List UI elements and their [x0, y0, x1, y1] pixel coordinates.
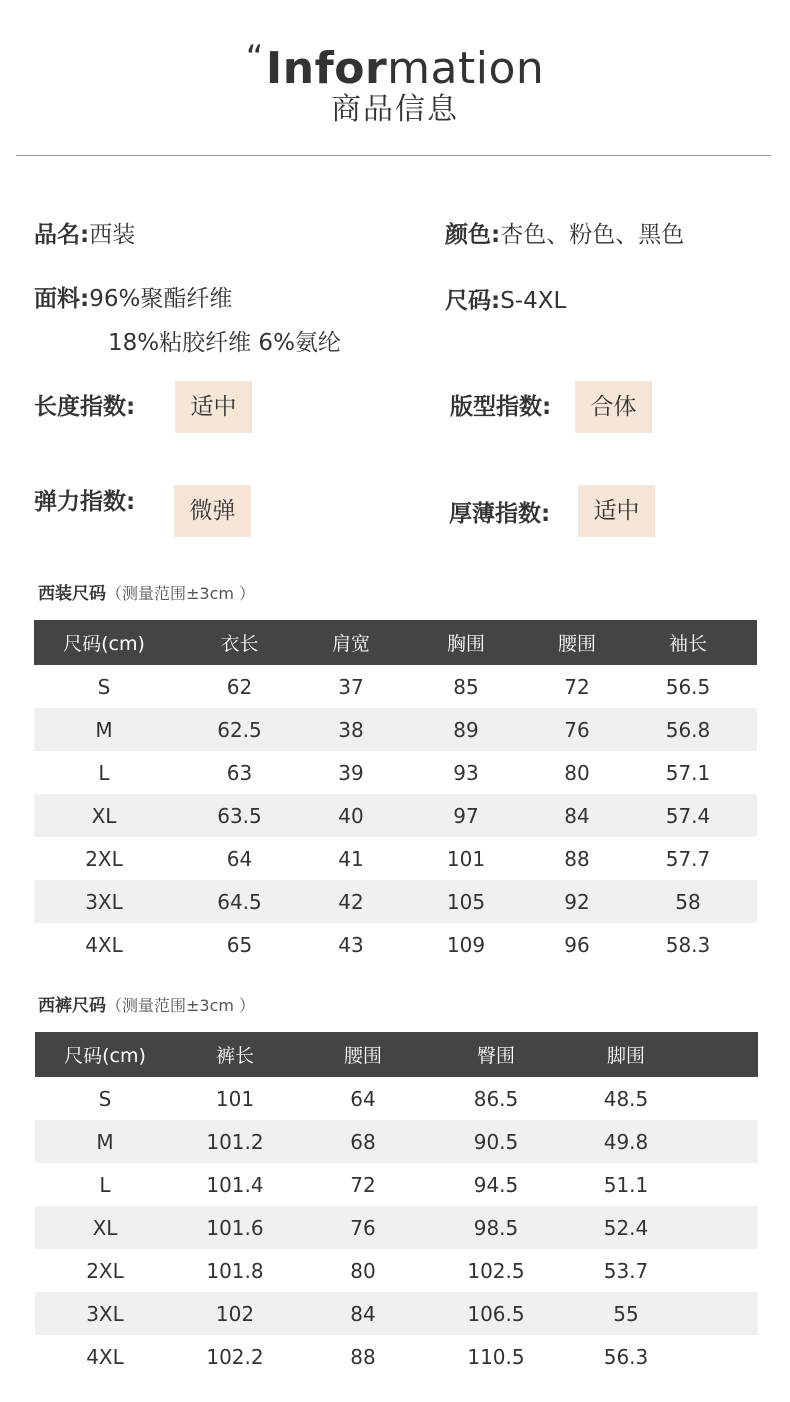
measurement-cell: 105	[397, 880, 535, 923]
product-color-value: 杏色、粉色、黑色	[500, 222, 685, 248]
spacer-cell	[691, 1292, 758, 1335]
table-header-row	[35, 1032, 758, 1077]
measurement-cell: 96	[564, 932, 590, 957]
product-name-value: 西装	[89, 222, 136, 248]
measurement-cell: 37	[338, 674, 364, 699]
measurement-cell: 94.5	[473, 1172, 519, 1197]
table-row	[34, 837, 757, 880]
measurement-cell: 58.3	[665, 932, 711, 957]
measurement-cell: 92	[535, 880, 619, 923]
measurement-cell: 57.1	[665, 760, 711, 785]
pants-section-title	[38, 994, 255, 1018]
length-index-label: 长度指数:	[34, 394, 136, 420]
spacer-cell	[691, 1249, 758, 1292]
measurement-cell: 62.5	[174, 708, 305, 751]
size-cell: L	[99, 1172, 111, 1197]
fit-index-label: 版型指数:	[450, 394, 552, 420]
table-row	[34, 794, 757, 837]
stretch-index-badge: 微弹	[174, 485, 251, 537]
measurement-cell: 102.5	[467, 1258, 525, 1283]
stretch-index	[34, 486, 135, 518]
measurement-cell: 93	[453, 760, 479, 785]
measurement-cell: 97	[397, 794, 535, 837]
spacer-cell	[691, 1335, 758, 1378]
size-cell: XL	[35, 1206, 175, 1249]
table-row	[35, 1163, 758, 1206]
column-header: 衣长	[174, 620, 305, 665]
header-divider	[16, 155, 771, 156]
table-row	[35, 1077, 758, 1120]
product-size-value: S-4XL	[500, 288, 567, 314]
spacer-cell	[691, 1163, 758, 1206]
measurement-cell: 109	[446, 932, 486, 957]
measurement-cell: 101	[215, 1086, 255, 1111]
measurement-cell: 88	[564, 846, 590, 871]
product-color-label: 颜色:	[445, 222, 501, 248]
measurement-cell: 56.5	[665, 674, 711, 699]
measurement-cell: 102	[175, 1292, 295, 1335]
size-cell: 4XL	[85, 932, 123, 957]
product-name	[34, 219, 135, 251]
size-cell: L	[98, 760, 110, 785]
product-fabric-line2: 18%粘胶纤维 6%氨纶	[108, 330, 341, 356]
column-header: 裤长	[175, 1032, 295, 1077]
measurement-cell: 57.7	[665, 846, 711, 871]
quote-mark: “	[245, 38, 264, 78]
product-color	[445, 219, 684, 251]
measurement-cell: 76	[535, 708, 619, 751]
measurement-cell: 64	[226, 846, 253, 871]
table-row	[35, 1120, 758, 1163]
product-fabric-label: 面料:	[34, 286, 90, 312]
measurement-cell: 63	[226, 760, 253, 785]
product-fabric-line1: 96%聚酯纤维	[89, 286, 233, 312]
table-row	[35, 1249, 758, 1292]
length-index	[34, 391, 135, 423]
size-cell: 2XL	[86, 1258, 124, 1283]
fit-index	[450, 391, 551, 423]
measurement-cell: 89	[397, 708, 535, 751]
measurement-cell: 42	[305, 880, 397, 923]
stretch-index-label: 弹力指数:	[34, 489, 136, 515]
column-header: 袖长	[619, 620, 757, 665]
thickness-index-label: 厚薄指数:	[449, 501, 551, 527]
page-title-en	[0, 28, 790, 99]
column-header: 尺码(cm)	[34, 620, 174, 665]
measurement-cell: 51.1	[603, 1172, 649, 1197]
jacket-note: （测量范围±3cm ）	[106, 584, 256, 603]
size-cell: S	[97, 674, 111, 699]
column-header: 脚围	[561, 1032, 691, 1077]
measurement-cell: 68	[295, 1120, 431, 1163]
measurement-cell: 55	[561, 1292, 691, 1335]
size-cell: 4XL	[86, 1344, 124, 1369]
size-cell: S	[98, 1086, 112, 1111]
fit-index-badge: 合体	[575, 381, 652, 433]
measurement-cell: 86.5	[473, 1086, 519, 1111]
pants-size-table	[35, 1032, 758, 1378]
product-size-label: 尺码:	[445, 288, 501, 314]
jacket-size-table	[34, 620, 757, 966]
measurement-cell: 41	[338, 846, 364, 871]
measurement-cell: 39	[338, 760, 364, 785]
measurement-cell: 88	[350, 1344, 376, 1369]
product-fabric	[34, 283, 232, 315]
size-cell: 3XL	[35, 1292, 175, 1335]
table-row	[34, 665, 757, 708]
measurement-cell: 101.8	[206, 1258, 264, 1283]
measurement-cell: 62	[226, 674, 253, 699]
product-name-label: 品名:	[34, 222, 90, 248]
measurement-cell: 58	[619, 880, 757, 923]
measurement-cell: 101.4	[206, 1172, 264, 1197]
table-row	[34, 751, 757, 794]
table-row	[35, 1206, 758, 1249]
size-cell: M	[35, 1120, 175, 1163]
measurement-cell: 84	[535, 794, 619, 837]
column-header: 尺码(cm)	[35, 1032, 175, 1077]
pants-title: 西裤尺码	[38, 996, 106, 1016]
measurement-cell: 56.3	[603, 1344, 649, 1369]
table-row	[34, 708, 757, 751]
measurement-cell: 64	[350, 1086, 376, 1111]
column-header: 腰围	[535, 620, 619, 665]
spacer-cell	[691, 1077, 758, 1120]
spacer-cell	[691, 1206, 758, 1249]
page-subtitle: 商品信息	[331, 92, 459, 127]
measurement-cell: 80	[564, 760, 590, 785]
measurement-cell: 56.8	[619, 708, 757, 751]
measurement-cell: 38	[305, 708, 397, 751]
jacket-section-title	[38, 582, 255, 606]
column-header: 腰围	[295, 1032, 431, 1077]
measurement-cell: 84	[295, 1292, 431, 1335]
column-header: 肩宽	[305, 620, 397, 665]
product-size	[445, 285, 566, 317]
table-row	[35, 1292, 758, 1335]
measurement-cell: 101	[446, 846, 486, 871]
measurement-cell: 43	[338, 932, 364, 957]
measurement-cell: 80	[350, 1258, 376, 1283]
measurement-cell: 40	[305, 794, 397, 837]
thickness-index	[449, 498, 550, 530]
size-cell: M	[34, 708, 174, 751]
measurement-cell: 63.5	[174, 794, 305, 837]
table-row	[35, 1335, 758, 1378]
size-cell: 2XL	[85, 846, 123, 871]
measurement-cell: 110.5	[467, 1344, 525, 1369]
table-header-row	[34, 620, 757, 665]
column-header: 胸围	[397, 620, 535, 665]
length-index-badge: 适中	[175, 381, 252, 433]
measurement-cell: 85	[453, 674, 479, 699]
size-cell: XL	[34, 794, 174, 837]
measurement-cell: 64.5	[174, 880, 305, 923]
measurement-cell: 72	[564, 674, 590, 699]
column-header: 臀围	[431, 1032, 561, 1077]
spacer-cell	[691, 1120, 758, 1163]
measurement-cell: 52.4	[561, 1206, 691, 1249]
table-row	[34, 923, 757, 966]
measurement-cell: 90.5	[431, 1120, 561, 1163]
table-row	[34, 880, 757, 923]
measurement-cell: 53.7	[603, 1258, 649, 1283]
thickness-index-badge: 适中	[578, 485, 655, 537]
measurement-cell: 57.4	[619, 794, 757, 837]
measurement-cell: 106.5	[431, 1292, 561, 1335]
pants-note: （测量范围±3cm ）	[106, 996, 256, 1015]
size-cell: 3XL	[34, 880, 174, 923]
measurement-cell: 49.8	[561, 1120, 691, 1163]
title-light-part: mation	[387, 43, 545, 94]
measurement-cell: 76	[295, 1206, 431, 1249]
measurement-cell: 102.2	[206, 1344, 264, 1369]
jacket-title: 西装尺码	[38, 584, 106, 604]
measurement-cell: 98.5	[431, 1206, 561, 1249]
measurement-cell: 72	[350, 1172, 376, 1197]
title-bold-part: Infor	[265, 43, 388, 94]
measurement-cell: 65	[226, 932, 253, 957]
measurement-cell: 101.6	[175, 1206, 295, 1249]
measurement-cell: 101.2	[175, 1120, 295, 1163]
measurement-cell: 48.5	[603, 1086, 649, 1111]
column-header-spacer	[691, 1032, 758, 1077]
